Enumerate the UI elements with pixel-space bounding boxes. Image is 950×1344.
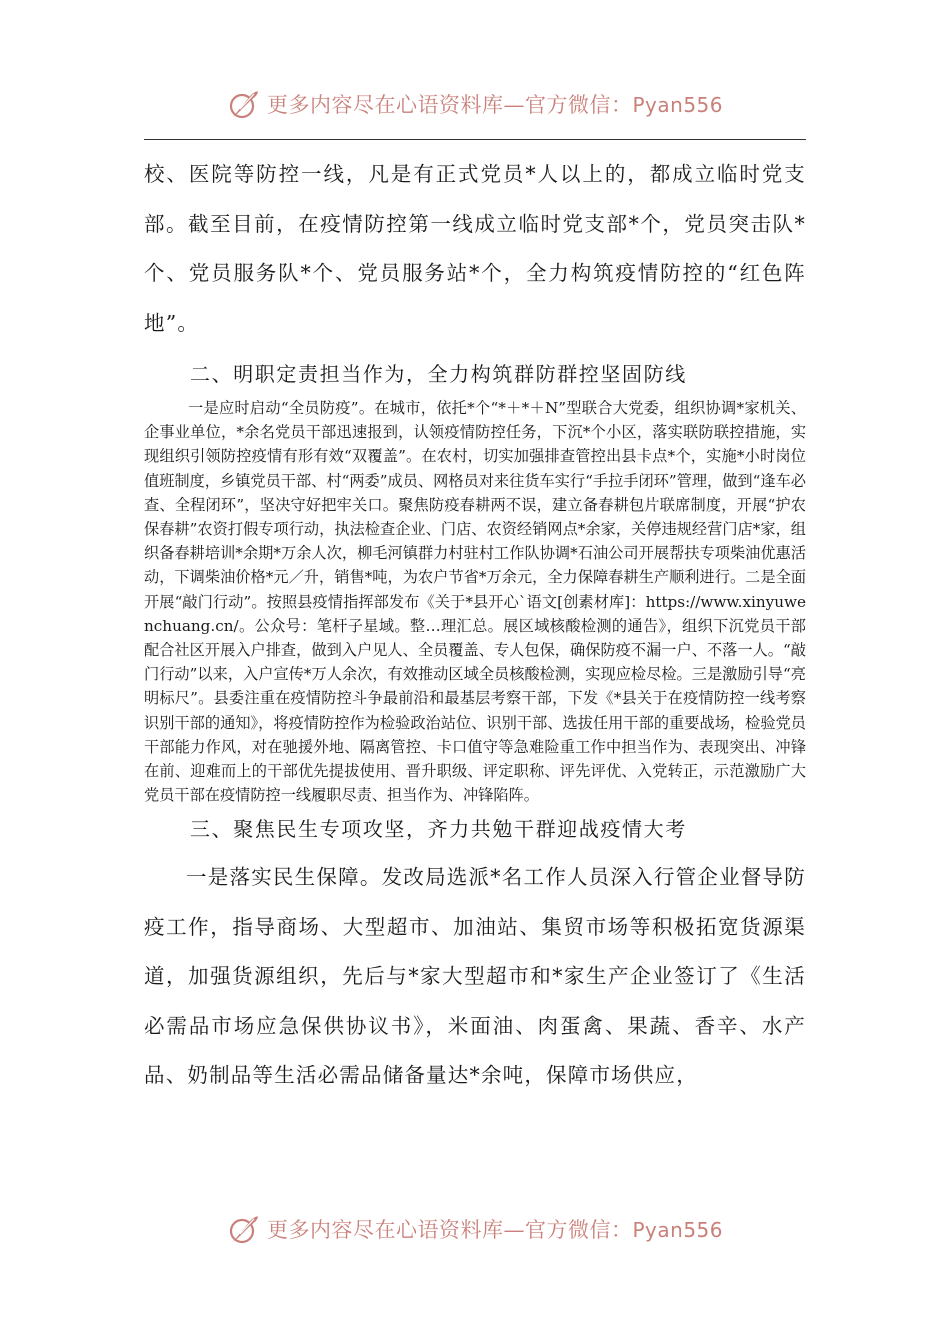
wechat-id: Pyan556 (632, 93, 723, 117)
quill-pen-logo-icon (227, 87, 261, 121)
footer-banner (0, 1207, 950, 1251)
section-heading-3: 三、聚焦民生专项攻坚，齐力共勉干群迎战疫情大考 (190, 817, 687, 842)
quill-pen-logo-icon (227, 1212, 261, 1246)
paragraph-intro: 校、医院等防控一线，凡是有正式党员*人以上的，都成立临时党支部。截至目前，在疫情防控第一线成立临时党支部*个，党员突击队*个、党员服务队*个、党员服务站*个，全力构筑疫情防控的“红色阵地”。 (144, 162, 806, 335)
banner-text: 更多内容尽在心语资料库—官方微信：Pyan556 (266, 93, 723, 117)
header-banner (0, 82, 950, 126)
footer-banner-text: 更多内容尽在心语资料库—官方微信：Pyan556 (266, 1218, 723, 1242)
paragraph-section-3: 一是落实民生保障。发改局选派*名工作人员深入行管企业督导防疫工作，指导商场、大型超市、加油站、集贸市场等积极拓宽货源渠道，加强货源组织，先后与*家大型超市和*家生产企业签订了《生活必需品市场应急保供协议书》，米面油、肉蛋禽、果蔬、香辛、水产品、奶制品等生活必需品储备量达*余吨，保障市场供应， (144, 865, 806, 1088)
footer-wechat-id: Pyan556 (632, 1218, 723, 1242)
section-heading-2: 二、明职定责担当作为，全力构筑群防群控坚固防线 (190, 362, 687, 386)
paragraph-section-2: 一是应时启动“全员防疫”。在城市，依托*个“*＋*＋N”型联合大党委，组织协调*家机关、企事业单位，*余名党员干部迅速报到，认领疫情防控任务，下沉*个小区，落实联防联控措施，实现组织引领防控疫情有形有效“双覆盖”。在农村，切实加强排查管控出县卡点*个，实施*小时岗位值班制度，乡镇党员干部、村“两委”成员、网格员对来往货车实行“手拉手闭环”管理，做到“逢车必查、全程闭环”，坚决守好把牢关口。聚焦防疫春耕两不误，建立备春耕包片联席制度，开展“护农保春耕”农资打假专项行动，执法检查企业、门店、农资经销网点*余家，关停违规经营门店*家，组织备春耕培训*余期*万余人次，柳毛河镇群力村驻村工作队协调*石油公司开展帮扶专项柴油优惠活动，下调柴油价格*元／升，销售*吨，为农户节省*万余元，全力保障春耕生产顺利进行。二是全面开展“敲门行动”。按照县疫情指挥部发布《关于*县开心`语文[创素材库]：https://www.xinyuwenchuang.cn/。公众号：笔杆子星域。整…理汇总。展区域核酸检测的通告》，组织下沉党员干部配合社区开展入户排查，做到入户见人、全员覆盖、专人包保，确保防疫不漏一户、不落一人。“敲门行动”以来，入户宣传*万人余次，有效推动区域全员核酸检测，实现应检尽检。三是激励引导“亮明标尺”。县委注重在疫情防控斗争最前沿和最基层考察干部，下发《*县关于在疫情防控一线考察识别干部的通知》，将疫情防控作为检验政治站位、识别干部、选拔任用干部的重要战场，检验党员干部能力作风，对在驰援外地、隔离管控、卡口值守等急难险重工作中担当作为、表现突出、冲锋在前、迎难而上的干部优先提拔使用、晋升职级、评定职称、评先评优、入党转正，示范激励广大党员干部在疫情防控一线履职尽责、担当作为、冲锋陷阵。 (144, 399, 806, 805)
header-divider (144, 139, 806, 140)
document-body (144, 150, 806, 1101)
